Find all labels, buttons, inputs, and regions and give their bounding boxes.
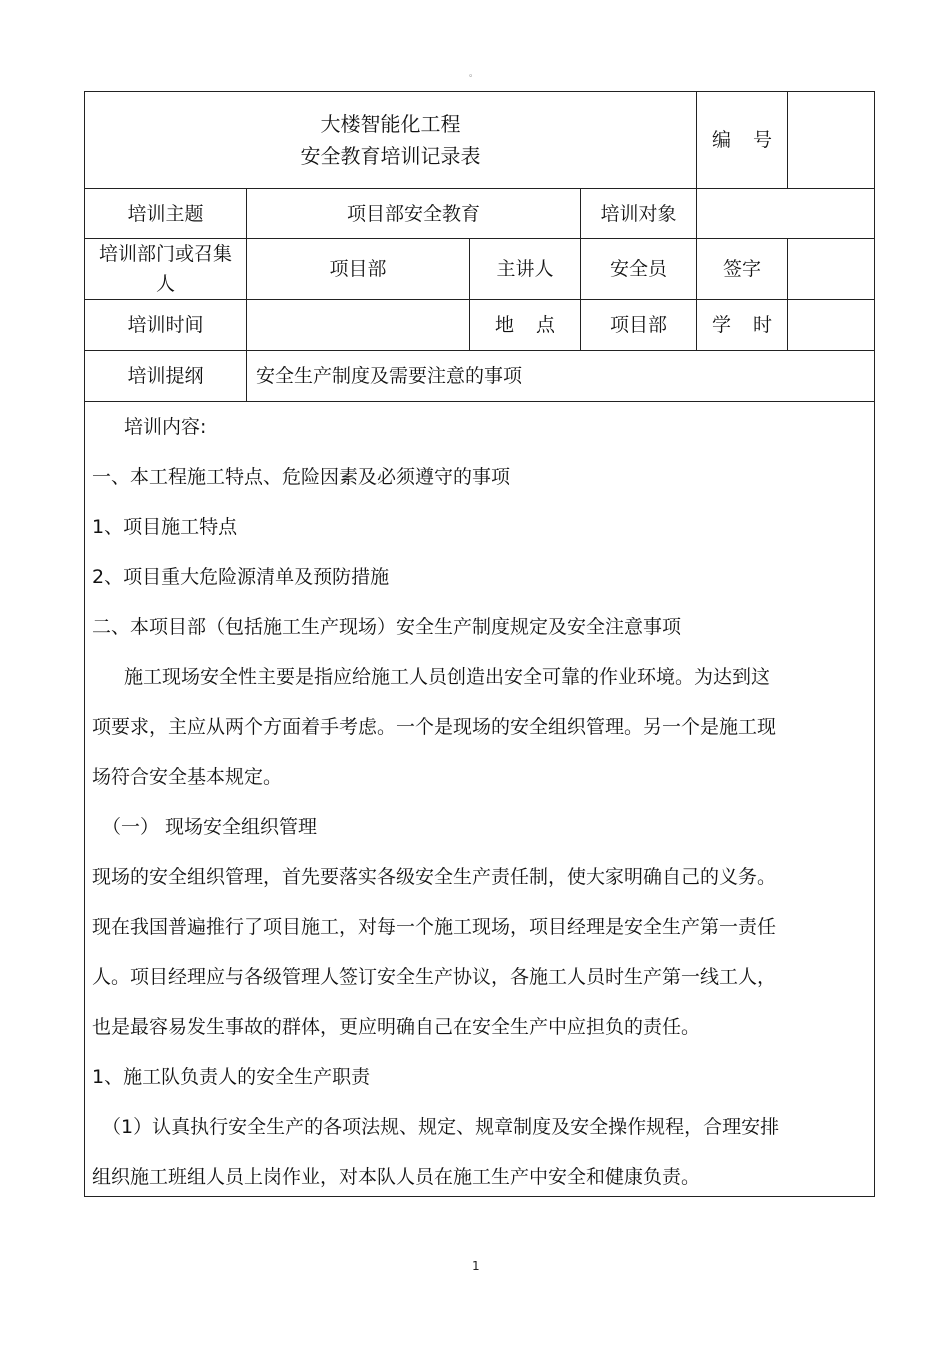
speaker-label: 主讲人	[496, 258, 554, 280]
dept-label-cell	[85, 239, 246, 299]
number-label: 编号	[711, 129, 794, 151]
dept-label: 培训部门或召集人	[98, 243, 232, 295]
target-label-cell	[581, 189, 696, 238]
place-label-cell	[470, 300, 580, 350]
speaker-value: 安全员	[609, 258, 667, 280]
page-title	[85, 108, 696, 172]
table-rule	[696, 188, 697, 239]
place-value-cell	[581, 300, 696, 350]
content-line: 1、施工队负责人的安全生产职责	[92, 1066, 371, 1088]
content-line: 施工现场安全性主要是指应给施工人员创造出安全可靠的作业环境。为达到这	[124, 666, 771, 688]
outline-label: 培训提纲	[127, 365, 204, 387]
table-rule	[84, 401, 875, 402]
place-label: 地点	[494, 314, 577, 336]
content-line: 2、项目重大危险源清单及预防措施	[92, 566, 390, 588]
topic-label: 培训主题	[127, 202, 204, 225]
sign-label-cell	[697, 239, 787, 299]
dept-value: 项目部	[329, 258, 387, 280]
topic-value-cell	[247, 189, 580, 238]
content-line: 1、项目施工特点	[92, 516, 238, 538]
title-line-2: 安全教育培训记录表	[300, 144, 481, 168]
speaker-value-cell	[581, 239, 696, 299]
place-value: 项目部	[609, 314, 667, 336]
content-line: 组织施工班组人员上岗作业，对本队人员在施工生产中安全和健康负责。	[92, 1166, 701, 1188]
content-line: 一、本工程施工特点、危险因素及必须遵守的事项	[92, 466, 511, 488]
dept-value-cell	[247, 239, 469, 299]
number-label-cell	[697, 92, 794, 188]
topic-value: 项目部安全教育	[346, 202, 480, 225]
content-line: 人。项目经理应与各级管理人签订安全生产协议，各施工人员时生产第一线工人，	[92, 966, 777, 988]
content-line: 二、本项目部（包括施工生产现场）安全生产制度规定及安全注意事项	[92, 616, 682, 638]
content-line: 项要求，主应从两个方面着手考虑。一个是现场的安全组织管理。另一个是施工现	[92, 716, 777, 738]
outline-value: 安全生产制度及需要注意的事项	[256, 365, 523, 387]
target-label: 培训对象	[600, 202, 677, 225]
training-content	[92, 412, 867, 1212]
time-label-cell	[85, 300, 246, 350]
content-line: 培训内容:	[124, 416, 207, 438]
page-number: 1	[472, 1259, 480, 1273]
hours-label-cell	[697, 300, 794, 350]
content-line: （一） 现场安全组织管理	[102, 816, 318, 838]
outline-value-cell	[256, 351, 866, 401]
outline-label-cell	[85, 351, 246, 401]
content-line: 现场的安全组织管理，首先要落实各级安全生产责任制，使大家明确自己的义务。	[92, 866, 777, 888]
header-dot: 。	[469, 69, 479, 79]
content-line: 也是最容易发生事故的群体，更应明确自己在安全生产中应担负的责任。	[92, 1016, 701, 1038]
title-line-1: 大楼智能化工程	[320, 112, 461, 136]
content-line: 场符合安全基本规定。	[92, 766, 283, 788]
topic-label-cell	[85, 189, 246, 238]
sign-label: 签字	[722, 258, 761, 280]
speaker-label-cell	[470, 239, 580, 299]
content-line: 现在我国普遍推行了项目施工，对每一个施工现场，项目经理是安全生产第一责任	[92, 916, 777, 938]
content-line: （1）认真执行安全生产的各项法规、规定、规章制度及安全操作规程，合理安排	[102, 1116, 780, 1138]
hours-label: 学时	[711, 314, 794, 336]
time-label: 培训时间	[127, 314, 204, 336]
